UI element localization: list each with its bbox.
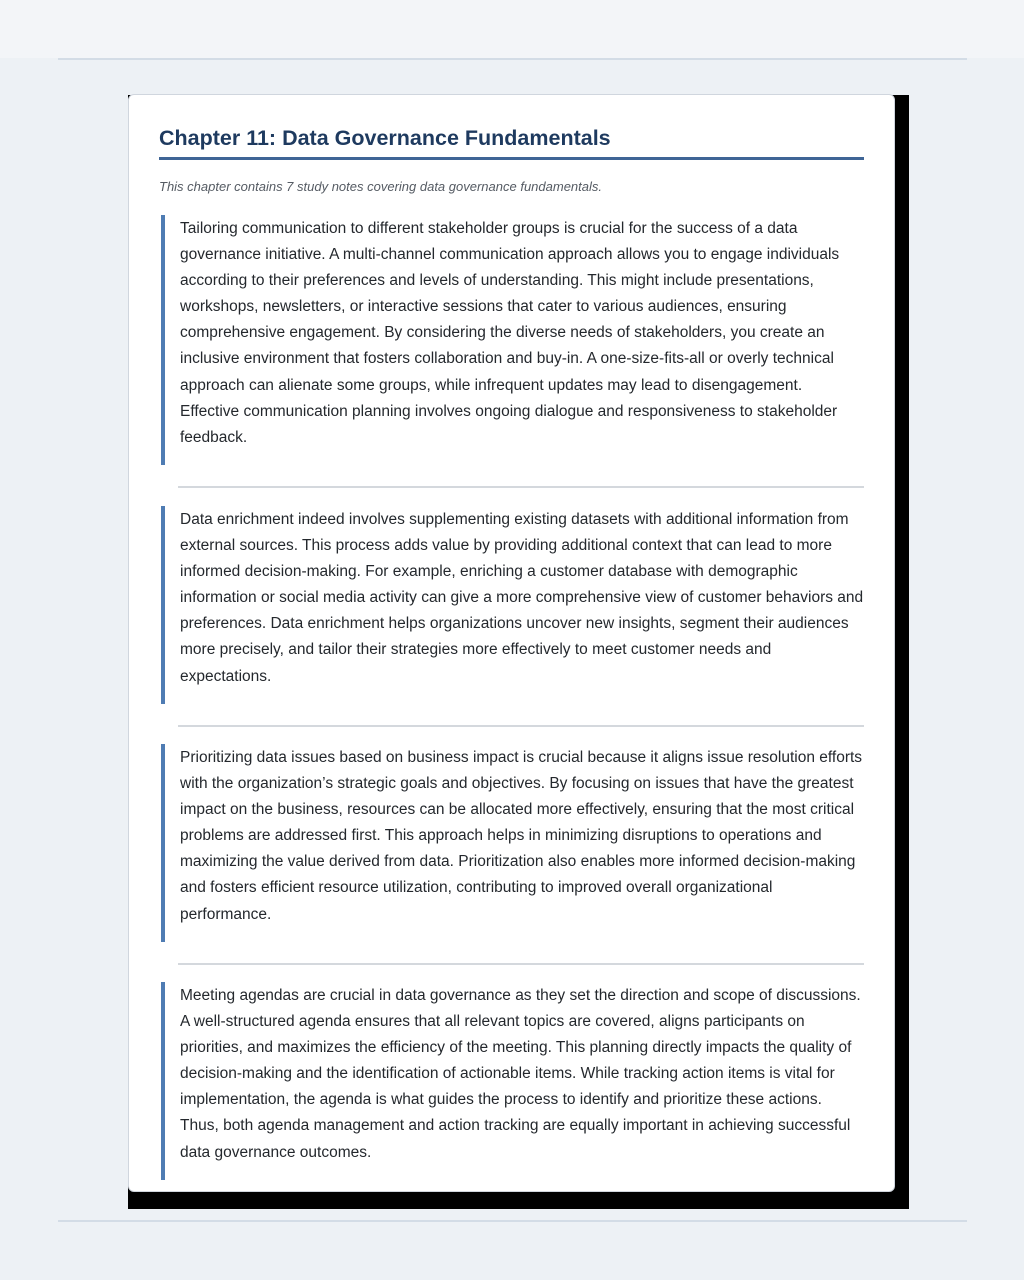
bottom-divider: [58, 1220, 967, 1222]
study-note: [161, 506, 864, 704]
note-divider: [178, 486, 864, 488]
note-divider: [178, 725, 864, 727]
note-divider: [178, 963, 864, 965]
chapter-title: Chapter 11: Data Governance Fundamentals: [159, 123, 864, 160]
top-divider: [58, 58, 967, 60]
study-note-text: Data enrichment indeed involves supplementing existing datasets with additional information from external sources. This process adds value by providing additional context that can lead to more informed decision-making. For example, enriching a customer database with demographic information or social media activity can give a more comprehensive view of customer behaviors and preferences. Data enrichment helps organizations uncover new insights, segment their audiences more precisely, and tailor their strategies more effectively to meet customer needs and expectations.: [180, 511, 864, 685]
viewer-top-bar: [0, 0, 1024, 58]
chapter-intro: This chapter contains 7 study notes covering data governance fundamentals.: [159, 179, 602, 194]
study-note: [161, 744, 864, 942]
study-note-text: Meeting agendas are crucial in data governance as they set the direction and scope of discussions. A well-structured agenda ensures that all relevant topics are covered, aligns participants on priorities, and maximizes the efficiency of the meeting. This planning directly impacts the quality of decision-making and the identification of actionable items. While tracking action items is vital for implementation, the agenda is what guides the process to identify and prioritize these actions. Thus, both agenda management and action tracking are equally important in achieving successful data governance outcomes.: [180, 987, 861, 1161]
study-note: [161, 215, 864, 465]
document-page: [128, 94, 895, 1192]
study-note: [161, 982, 864, 1180]
study-note-text: Tailoring communication to different stakeholder groups is crucial for the success of a data governance initiative. A multi-channel communication approach allows you to engage individuals according to their preferences and levels of understanding. This might include presentations, workshops, newsletters, or interactive sessions that cater to various audiences, ensuring comprehensive engagement. By considering the diverse needs of stakeholders, you create an inclusive environment that fosters collaboration and buy-in. A one-size-fits-all or overly technical approach can alienate some groups, while infrequent updates may lead to disengagement. Effective communication planning involves ongoing dialogue and responsiveness to stakeholder feedback.: [180, 220, 840, 446]
study-note-text: Prioritizing data issues based on business impact is crucial because it aligns issue resolution efforts with the organization’s strategic goals and objectives. By focusing on issues that have the greatest impact on the business, resources can be allocated more effectively, ensuring that the most critical problems are addressed first. This approach helps in minimizing disruptions to operations and maximizing the value derived from data. Prioritization also enables more informed decision-making and fosters efficient resource utilization, contributing to improved overall organizational performance.: [180, 749, 863, 923]
